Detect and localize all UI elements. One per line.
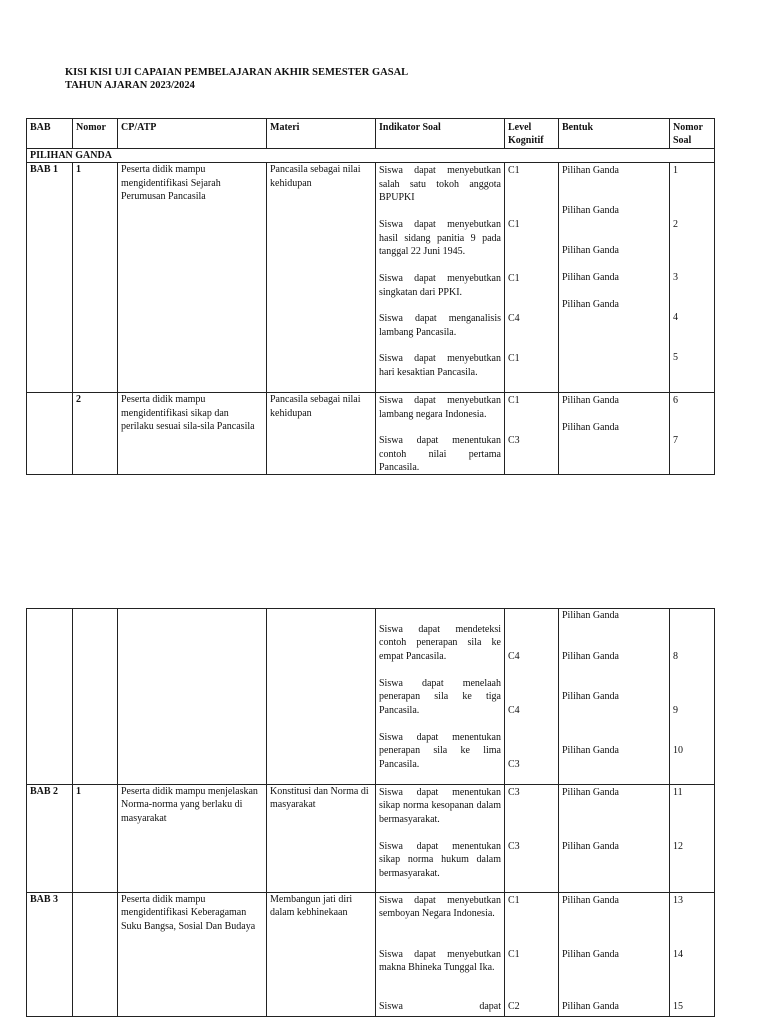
col-header-nomor-soal: Nomor Soal [670, 119, 715, 149]
nomor-soal-cell [670, 163, 715, 393]
nomor-cell [73, 609, 118, 785]
level-cell [505, 785, 559, 893]
level-item: C4 [508, 705, 520, 716]
level-item: C2 [508, 1001, 520, 1012]
kisi-kisi-table-page-1 [26, 118, 715, 475]
bab-cell [27, 393, 73, 475]
bentuk-item: Pilihan Ganda [562, 245, 619, 257]
bentuk-item: Pilihan Ganda [562, 1001, 619, 1012]
nomor-cell: 2 [73, 393, 118, 475]
cp-cell: Peserta didik mampu mengidentifikasi sikap dan perilaku sesuai sila-sila Pancasila [118, 393, 267, 475]
bentuk-cell [559, 609, 670, 785]
nomor-cell: 1 [73, 785, 118, 893]
materi-cell: Pancasila sebagai nilai kehidupan [267, 393, 376, 475]
cp-cell: Peserta didik mampu menjelaskan Norma-norma yang berlaku di masyarakat [118, 785, 267, 893]
level-item: C1 [508, 949, 520, 960]
nomor-soal-cell [670, 893, 715, 1017]
level-item: C1 [508, 353, 520, 365]
col-header-bab: BAB [27, 119, 73, 149]
indikator-cell [376, 163, 505, 393]
bentuk-item: Pilihan Ganda [562, 841, 619, 852]
nomor-soal-item: 4 [673, 312, 678, 324]
bentuk-cell [559, 785, 670, 893]
indikator-item: Siswa dapat menentukan penerapan sila ke lima Pancasila. [379, 732, 501, 770]
bentuk-item: Pilihan Ganda [562, 895, 619, 906]
indikator-cell [376, 785, 505, 893]
indikator-item: Siswa dapat menentukan contoh nilai pertama Pancasila. [379, 435, 501, 474]
col-header-nomor: Nomor [73, 119, 118, 149]
section-label: PILIHAN GANDA [27, 148, 715, 162]
indikator-item: Siswa dapat menyebutkan lambang negara Indonesia. [379, 395, 501, 420]
table-row [27, 609, 715, 785]
indikator-item: Siswa dapat menyebutkan hasil sidang panitia 9 pada tanggal 22 Juni 1945. [379, 219, 501, 258]
cp-cell: Peserta didik mampu mengidentifikasi Sejarah Perumusan Pancasila [118, 163, 267, 393]
table-header-row [27, 119, 715, 149]
title-line-1: KISI KISI UJI CAPAIAN PEMBELAJARAN AKHIR SEMESTER GASAL [65, 67, 409, 78]
indikator-item: Siswa dapat menentukan sikap norma hukum dalam bermasyarakat. [379, 841, 501, 879]
bentuk-item: Pilihan Ganda [562, 787, 619, 798]
bentuk-item: Pilihan Ganda [562, 395, 619, 407]
bab-cell: BAB 3 [27, 893, 73, 1017]
nomor-soal-item: 12 [673, 841, 683, 852]
level-item: C3 [508, 759, 520, 770]
indikator-item: Siswa dapat menyebutkan salah satu tokoh anggota BPUPKI [379, 165, 501, 204]
nomor-soal-item: 3 [673, 272, 678, 284]
bentuk-cell [559, 163, 670, 393]
indikator-item: Siswa dapat menentukan sikap norma kesopanan dalam bermasyarakat. [379, 787, 501, 825]
nomor-cell [73, 893, 118, 1017]
col-header-indikator: Indikator Soal [376, 119, 505, 149]
indikator-cell [376, 609, 505, 785]
table-row [27, 785, 715, 893]
nomor-soal-item: 11 [673, 787, 683, 798]
level-item: C1 [508, 395, 520, 407]
col-header-materi: Materi [267, 119, 376, 149]
bentuk-item: Pilihan Ganda [562, 299, 619, 311]
bentuk-cell [559, 393, 670, 475]
indikator-item: Siswa dapat menganalisis lambang Pancasila. [379, 313, 501, 338]
col-header-cp-atp: CP/ATP [118, 119, 267, 149]
nomor-soal-item: 10 [673, 745, 683, 756]
bentuk-item: Pilihan Ganda [562, 272, 619, 284]
nomor-soal-item: 7 [673, 435, 678, 447]
materi-cell: Pancasila sebagai nilai kehidupan [267, 163, 376, 393]
nomor-soal-item: 14 [673, 949, 683, 960]
bab-cell: BAB 1 [27, 163, 73, 393]
nomor-soal-item: 6 [673, 395, 678, 407]
materi-cell: Konstitusi dan Norma di masyarakat [267, 785, 376, 893]
level-item: C4 [508, 651, 520, 662]
nomor-soal-item: 13 [673, 895, 683, 906]
indikator-item: Siswa dapat menyebutkan hari kesaktian Pancasila. [379, 353, 501, 378]
level-item: C3 [508, 435, 520, 447]
level-item: C3 [508, 787, 520, 798]
indikator-item: Siswa dapat menyebutkan semboyan Negara Indonesia. [379, 895, 501, 920]
level-item: C1 [508, 895, 520, 906]
bentuk-item: Pilihan Ganda [562, 949, 619, 960]
level-cell [505, 893, 559, 1017]
section-row [27, 148, 715, 162]
bentuk-item: Pilihan Ganda [562, 205, 619, 217]
indikator-item: Siswa dapat mendeteksi contoh penerapan sila ke empat Pancasila. [379, 624, 501, 662]
table-row [27, 393, 715, 475]
level-item: C4 [508, 313, 520, 325]
bab-cell: BAB 2 [27, 785, 73, 893]
document-title [65, 66, 408, 92]
nomor-soal-cell [670, 785, 715, 893]
table-row [27, 163, 715, 393]
indikator-item: Siswa dapat menyebutkan singkatan dari PPKI. [379, 273, 501, 298]
bentuk-cell [559, 893, 670, 1017]
bentuk-item: Pilihan Ganda [562, 651, 619, 662]
level-item: C1 [508, 219, 520, 231]
indikator-item: Siswa dapat menyebutkan makna Bhineka Tunggal Ika. [379, 949, 501, 974]
nomor-soal-item: 8 [673, 651, 678, 662]
nomor-soal-cell [670, 609, 715, 785]
bentuk-item: Pilihan Ganda [562, 745, 619, 756]
indikator-cell [376, 393, 505, 475]
indikator-item: Siswa dapat [379, 1001, 501, 1012]
nomor-soal-item: 5 [673, 352, 678, 364]
materi-cell: Membangun jati diri dalam kebhinekaan [267, 893, 376, 1017]
nomor-soal-cell [670, 393, 715, 475]
kisi-kisi-table-page-2 [26, 608, 715, 1017]
cp-cell: Peserta didik mampu mengidentifikasi Keberagaman Suku Bangsa, Sosial Dan Budaya [118, 893, 267, 1017]
level-cell [505, 393, 559, 475]
bab-cell [27, 609, 73, 785]
title-line-2: TAHUN AJARAN 2023/2024 [65, 80, 195, 91]
bentuk-item: Pilihan Ganda [562, 422, 619, 434]
level-item: C1 [508, 273, 520, 285]
level-cell [505, 609, 559, 785]
cp-cell [118, 609, 267, 785]
level-item: C3 [508, 841, 520, 852]
bentuk-item: Pilihan Ganda [562, 165, 619, 177]
indikator-item: Siswa dapat menelaah penerapan sila ke tiga Pancasila. [379, 678, 501, 716]
nomor-soal-item: 2 [673, 219, 678, 231]
nomor-soal-item: 1 [673, 165, 678, 177]
col-header-bentuk: Bentuk [559, 119, 670, 149]
bentuk-item: Pilihan Ganda [562, 610, 619, 621]
materi-cell [267, 609, 376, 785]
nomor-cell: 1 [73, 163, 118, 393]
level-cell [505, 163, 559, 393]
nomor-soal-item: 15 [673, 1001, 683, 1012]
indikator-cell [376, 893, 505, 1017]
bentuk-item: Pilihan Ganda [562, 691, 619, 702]
level-item: C1 [508, 165, 520, 177]
col-header-level: Level Kognitif [505, 119, 559, 149]
nomor-soal-item: 9 [673, 705, 678, 716]
table-row [27, 893, 715, 1017]
